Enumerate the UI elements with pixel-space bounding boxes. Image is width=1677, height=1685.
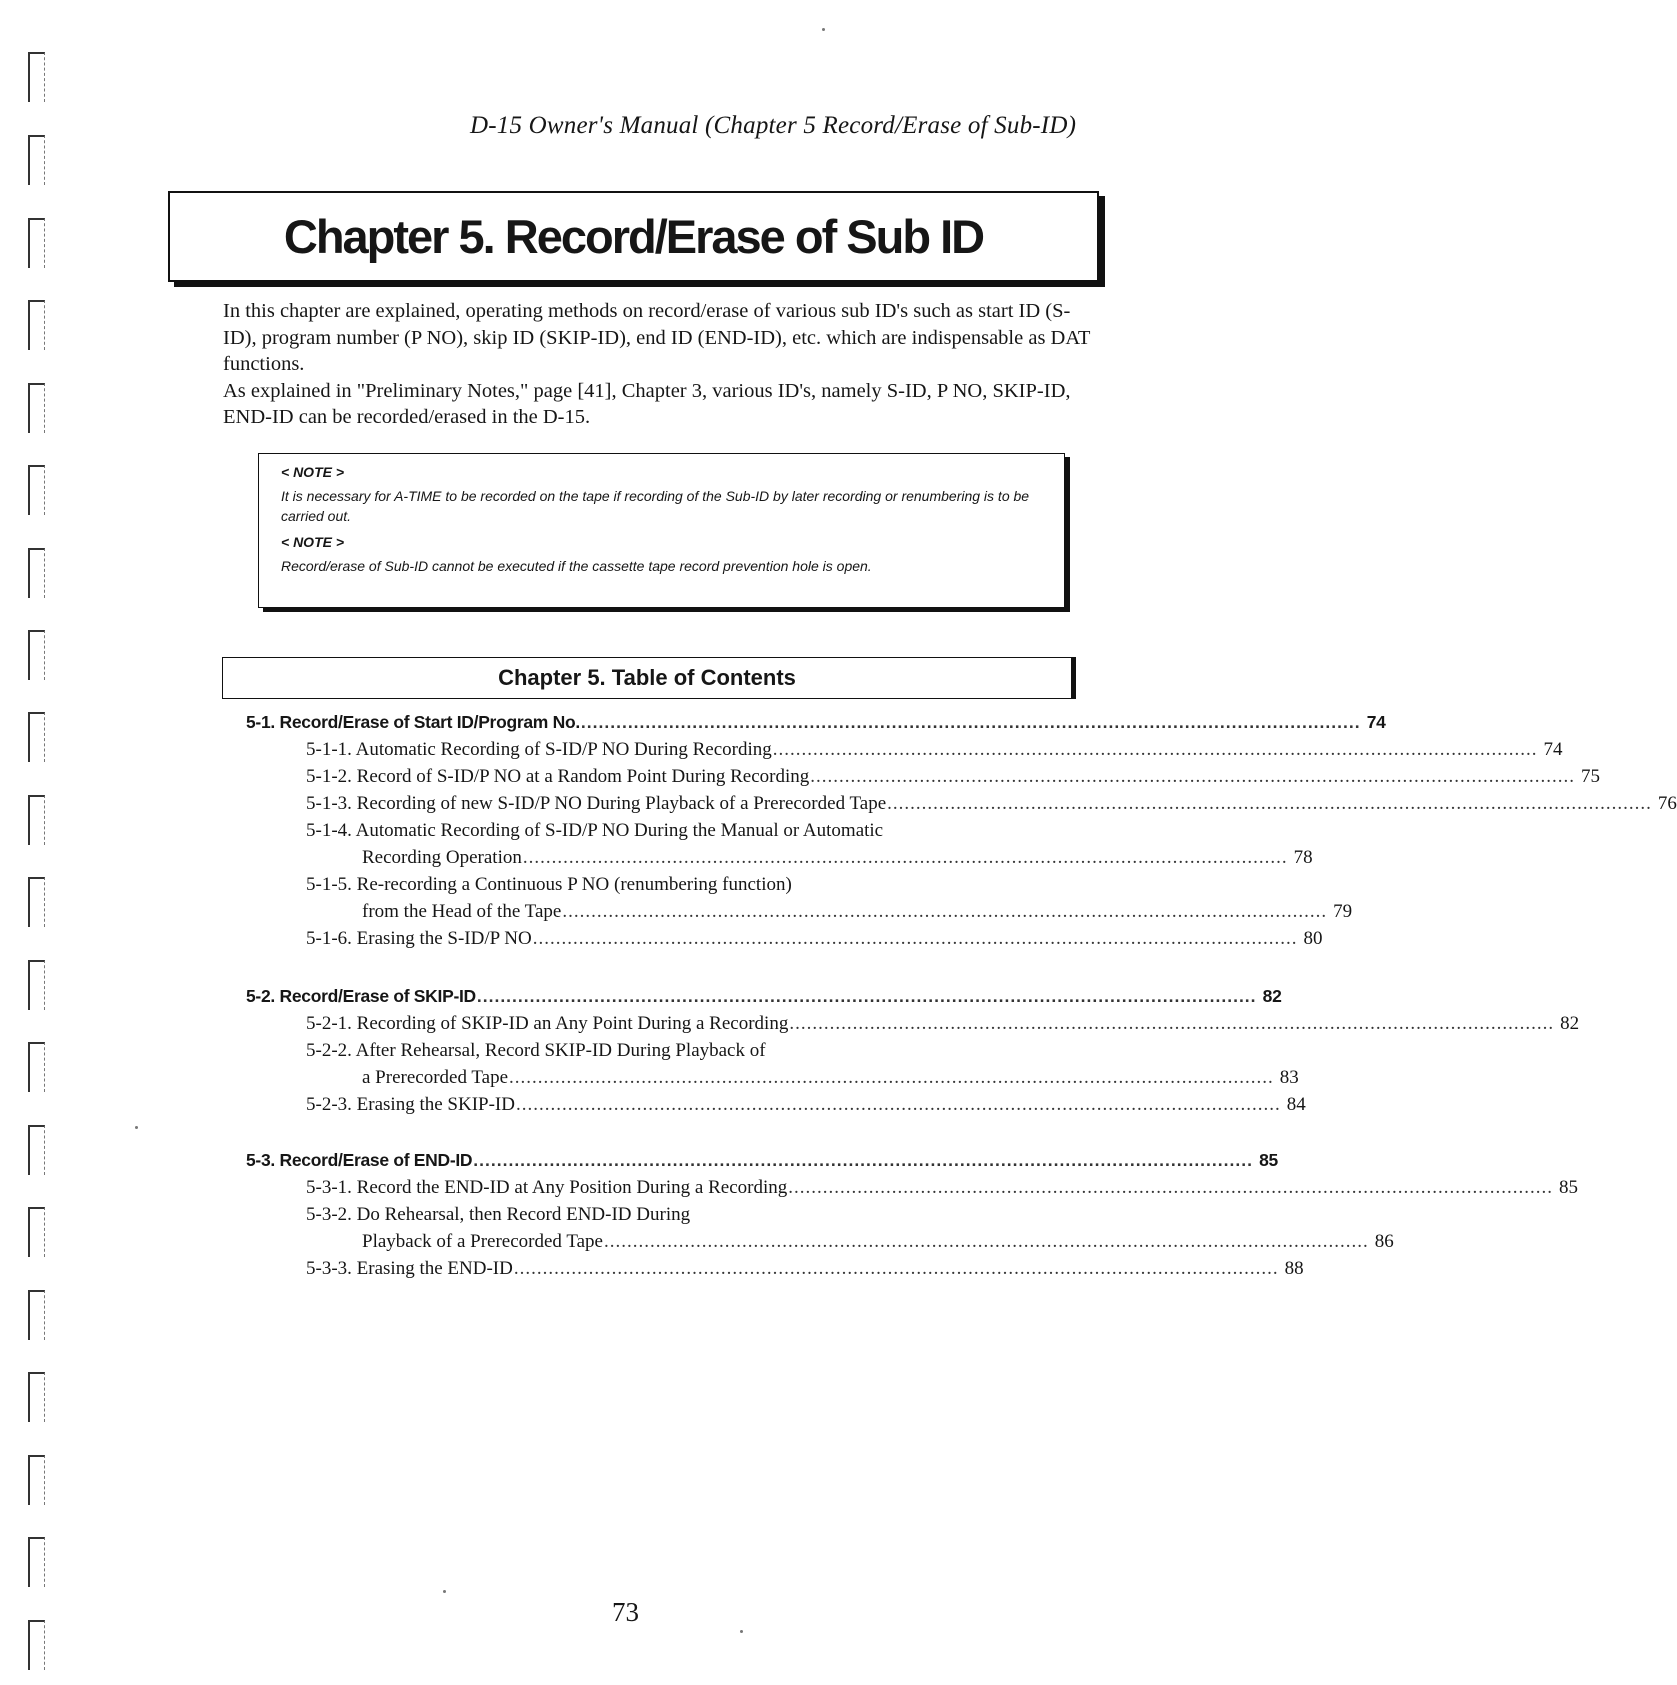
note-text: Record/erase of Sub-ID cannot be executed if the cassette tape record prevention hole is open.	[281, 558, 872, 574]
toc-entry[interactable]	[246, 1177, 1578, 1204]
leader-dots: .....................................................................................................................................	[604, 1231, 1369, 1252]
intro-paragraph: In this chapter are explained, operating methods on record/erase of various sub ID's such as start ID (S-ID), program number (P NO), skip ID (SKIP-ID), end ID (END-ID), etc. which are indispensable as DAT functions.	[223, 300, 1091, 375]
toc-section-entry[interactable]	[246, 712, 1386, 739]
toc-entry-title: 5-1-2. Record of S-ID/P NO at a Random Point During Recording	[306, 766, 810, 787]
toc-entry-continuation[interactable]	[246, 847, 1313, 874]
toc-entry-title: 5-3-2. Do Rehearsal, then Record END-ID During	[306, 1204, 691, 1225]
leader-dots: .....................................................................................................................................	[810, 766, 1575, 787]
toc-entry-continuation[interactable]	[246, 901, 1353, 928]
toc-entry-title: a Prerecorded Tape	[362, 1067, 509, 1088]
leader-dots: .....................................................................................................................................	[532, 928, 1298, 949]
scan-speck	[135, 1126, 138, 1129]
toc-page-number: 74	[1543, 739, 1563, 760]
toc-entry-title: Recording Operation	[362, 847, 522, 868]
page-number: 73	[612, 1597, 639, 1627]
toc-entry-title: 5-1-4. Automatic Recording of S-ID/P NO During the Manual or Automatic	[306, 820, 884, 841]
note-text: It is necessary for A-TIME to be recorded on the tape if recording of the Sub-ID by later recording or renumbering is to be carried out.	[281, 488, 1030, 524]
toc-entry-title: 5-3-3. Erasing the END-ID	[306, 1258, 513, 1279]
toc-entry[interactable]	[246, 1258, 1304, 1285]
toc-entry[interactable]	[246, 793, 1677, 820]
toc-page-number: 84	[1286, 1094, 1306, 1115]
toc-page-number: 85	[1259, 1150, 1278, 1170]
note-label: < NOTE >	[281, 534, 345, 550]
toc-entry-continuation[interactable]	[246, 1067, 1299, 1094]
leader-dots: .....................................................................................................................................	[473, 1150, 1253, 1170]
leader-dots: .....................................................................................................................................	[887, 793, 1652, 814]
toc-section-title: 5-3. Record/Erase of END-ID	[246, 1150, 473, 1170]
toc-page-number: 82	[1560, 1013, 1580, 1034]
toc-page-number: 82	[1262, 986, 1282, 1006]
toc-entry[interactable]	[246, 1094, 1306, 1121]
leader-dots: .....................................................................................................................................	[513, 1258, 1279, 1279]
toc-entry-title: 5-1-1. Automatic Recording of S-ID/P NO During Recording	[306, 739, 772, 760]
chapter-title-box	[168, 191, 1099, 282]
toc-entry-title: 5-2-1. Recording of SKIP-ID an Any Point During a Recording	[306, 1013, 789, 1034]
toc-page-number: 75	[1581, 766, 1600, 787]
toc-section-title: 5-1. Record/Erase of Start ID/Program No.	[246, 712, 580, 732]
toc-section-entry[interactable]	[246, 986, 1282, 1013]
toc-heading: Chapter 5. Table of Contents	[222, 657, 1072, 699]
leader-dots: .....................................................................................................................................	[562, 901, 1328, 922]
intro-text	[223, 298, 1103, 431]
leader-dots: .....................................................................................................................................	[580, 712, 1361, 732]
toc-entry-continuation[interactable]	[246, 1231, 1394, 1258]
toc-page-number: 79	[1333, 901, 1353, 922]
toc-entry-line[interactable]	[246, 1040, 1042, 1067]
running-header: D-15 Owner's Manual (Chapter 5 Record/Erase of Sub-ID)	[470, 112, 1077, 139]
toc-section	[246, 712, 1677, 955]
note-label: < NOTE >	[281, 464, 345, 480]
toc-page-number: 80	[1303, 928, 1323, 949]
toc-entry-title: Playback of a Prerecorded Tape	[362, 1231, 603, 1252]
toc-entry[interactable]	[246, 766, 1600, 793]
chapter-title: Chapter 5. Record/Erase of Sub ID	[283, 210, 984, 263]
leader-dots: .....................................................................................................................................	[515, 1094, 1281, 1115]
leader-dots: .....................................................................................................................................	[788, 1177, 1553, 1198]
note-box	[258, 453, 1065, 608]
leader-dots: .....................................................................................................................................	[789, 1013, 1555, 1034]
intro-paragraph: As explained in "Preliminary Notes," page [41], Chapter 3, various ID's, namely S-ID, P NO, SKIP-ID, END-ID can be recorded/erased in the D-15.	[223, 379, 1071, 428]
scan-speck	[443, 1590, 446, 1593]
toc-page-number: 85	[1559, 1177, 1578, 1198]
toc-section	[246, 986, 1580, 1121]
toc-entry-title: 5-3-1. Record the END-ID at Any Position During a Recording	[306, 1177, 788, 1198]
toc-section-entry[interactable]	[246, 1150, 1278, 1177]
toc-entry-title: 5-1-6. Erasing the S-ID/P NO	[306, 928, 532, 949]
toc-page-number: 76	[1657, 793, 1677, 814]
toc-entry[interactable]	[246, 1013, 1580, 1040]
toc-entry-title: 5-2-3. Erasing the SKIP-ID	[306, 1094, 515, 1115]
leader-dots: .....................................................................................................................................	[772, 739, 1538, 760]
leader-dots: .....................................................................................................................................	[476, 986, 1257, 1006]
toc-page-number: 86	[1374, 1231, 1394, 1252]
leader-dots: .....................................................................................................................................	[522, 847, 1288, 868]
toc-entry-line[interactable]	[246, 874, 1042, 901]
toc-entry-title: 5-1-3. Recording of new S-ID/P NO During Playback of a Prerecorded Tape	[306, 793, 887, 814]
scan-speck	[740, 1630, 743, 1633]
toc-entry-title: 5-1-5. Re-recording a Continuous P NO (renumbering function)	[306, 874, 792, 895]
toc-entry[interactable]	[246, 928, 1323, 955]
toc-entry-title: 5-2-2. After Rehearsal, Record SKIP-ID During Playback of	[306, 1040, 766, 1061]
toc-page-number: 78	[1293, 847, 1313, 868]
scan-speck	[822, 28, 825, 31]
leader-dots: .....................................................................................................................................	[509, 1067, 1274, 1088]
toc-entry-line[interactable]	[246, 1204, 1042, 1231]
toc-page-number: 83	[1279, 1067, 1299, 1088]
toc-entry-title: from the Head of the Tape	[362, 901, 562, 922]
toc-entry[interactable]	[246, 739, 1563, 766]
toc-section-title: 5-2. Record/Erase of SKIP-ID	[246, 986, 476, 1006]
toc-page-number: 74	[1366, 712, 1386, 732]
toc-section	[246, 1150, 1578, 1285]
toc-entry-line[interactable]	[246, 820, 1042, 847]
toc-page-number: 88	[1284, 1258, 1304, 1279]
